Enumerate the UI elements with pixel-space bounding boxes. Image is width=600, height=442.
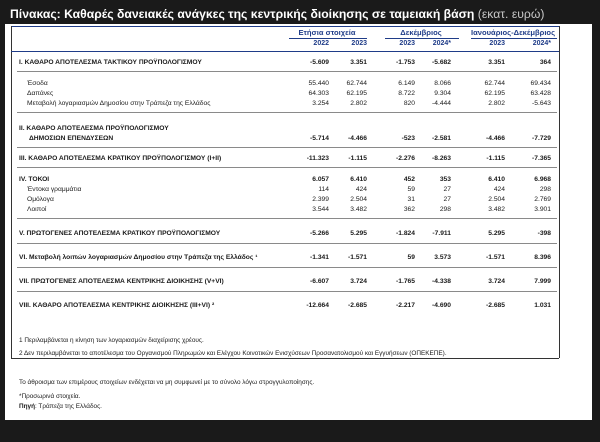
row-label: Ομόλογα xyxy=(27,196,54,203)
cell-annual-2023: 3.351 xyxy=(350,59,367,66)
table-row-iv xyxy=(5,175,592,185)
cell-jan-dec-2023: 6.410 xyxy=(488,176,505,183)
cell-annual-2022: 2.399 xyxy=(312,196,329,203)
table-row-other-interest xyxy=(5,205,592,215)
table-row-ii xyxy=(5,124,592,144)
cell-jan-dec-2024: -7.365 xyxy=(532,155,551,162)
column-year-jan-dec-2024: 2024* xyxy=(532,40,551,47)
cell-jan-dec-2024: 298 xyxy=(539,186,551,193)
cell-annual-2022: -5.609 xyxy=(310,59,329,66)
table-row-iii xyxy=(5,154,592,164)
row-separator xyxy=(17,147,557,148)
cell-annual-2022: 6.057 xyxy=(312,176,329,183)
cell-december-2024: -2.581 xyxy=(432,135,451,142)
column-year-jan-dec-2023: 2023 xyxy=(489,40,505,47)
cell-jan-dec-2023: -1.571 xyxy=(486,254,505,261)
row-label: VII. ΠΡΩΤΟΓΕΝΕΣ ΑΠΟΤΕΛΕΣΜΑ ΚΕΝΤΡΙΚΗΣ ΔΙΟΙΚΗΣΗΣ (V+VI) xyxy=(19,278,224,285)
row-separator xyxy=(17,243,557,244)
cell-december-2023: 362 xyxy=(403,206,415,213)
row-label: III. ΚΑΘΑΡΟ ΑΠΟΤΕΛΕΣΜΑ ΚΡΑΤΙΚΟΥ ΠΡΟΫΠΟΛΟΓΙΣΜΟΥ (I+II) xyxy=(19,155,222,162)
cell-jan-dec-2023: 3.724 xyxy=(488,278,505,285)
table-row-viii xyxy=(5,301,592,311)
cell-december-2023: 6.149 xyxy=(398,80,415,87)
cell-annual-2023: 62.744 xyxy=(346,80,367,87)
cell-annual-2022: -11.323 xyxy=(306,155,329,162)
cell-december-2023: -2.217 xyxy=(396,302,415,309)
row-label: Έσοδα xyxy=(27,80,48,87)
cell-jan-dec-2023: -2.685 xyxy=(486,302,505,309)
cell-annual-2022: -5.266 xyxy=(310,230,329,237)
cell-december-2023: 820 xyxy=(403,100,415,107)
row-separator xyxy=(17,291,557,292)
column-year-annual-2023: 2023 xyxy=(351,40,367,47)
cell-jan-dec-2023: 62.744 xyxy=(484,80,505,87)
table-row-accounts-change xyxy=(5,99,592,109)
table-title xyxy=(10,6,595,22)
cell-december-2024: -7.911 xyxy=(432,230,451,237)
table-row-bonds xyxy=(5,195,592,205)
table-row-revenues xyxy=(5,79,592,89)
row-label: IV. ΤΟΚΟΙ xyxy=(19,176,50,183)
cell-jan-dec-2024: 6.968 xyxy=(534,176,551,183)
row-separator xyxy=(17,167,557,168)
cell-december-2024: 9.304 xyxy=(434,90,451,97)
cell-december-2023: 452 xyxy=(403,176,415,183)
cell-jan-dec-2024: 1.031 xyxy=(534,302,551,309)
cell-annual-2022: 3.544 xyxy=(312,206,329,213)
row-separator xyxy=(17,267,557,268)
cell-annual-2022: -5.714 xyxy=(310,135,329,142)
cell-annual-2023: 62.195 xyxy=(346,90,367,97)
cell-december-2024: -5.682 xyxy=(432,59,451,66)
cell-annual-2022: -6.607 xyxy=(310,278,329,285)
cell-jan-dec-2024: 7.999 xyxy=(534,278,551,285)
row-separator xyxy=(17,71,557,72)
cell-annual-2023: 6.410 xyxy=(350,176,367,183)
table-row-vi xyxy=(5,253,592,263)
table-document xyxy=(5,24,592,420)
cell-december-2023: -523 xyxy=(401,135,415,142)
cell-december-2024: 8.066 xyxy=(434,80,451,87)
frame-top-border xyxy=(11,26,559,27)
cell-jan-dec-2024: 364 xyxy=(539,59,551,66)
cell-jan-dec-2023: 3.482 xyxy=(488,206,505,213)
table-title-unit: (εκατ. ευρώ) xyxy=(474,7,545,21)
column-group-december: Δεκέμβριος xyxy=(400,28,442,37)
footnote-2: 2 Δεν περιλαμβάνεται το αποτέλεσμα του Οργανισμού Πληρωμών και Ελέγχου Κοινοτικών Ενισχύσεων Προσανατολισμού και Εγγυήσεων (ΟΠΕΚΕΠΕ). xyxy=(19,350,447,357)
cell-jan-dec-2023: -1.115 xyxy=(486,155,505,162)
cell-december-2023: 31 xyxy=(407,196,415,203)
cell-jan-dec-2023: 2.802 xyxy=(488,100,505,107)
footnote-1: 1 Περιλαμβάνεται η κίνηση των λογαριασμών διαχείρισης χρέους. xyxy=(19,337,204,344)
column-year-december-2023: 2023 xyxy=(399,40,415,47)
cell-jan-dec-2024: 8.396 xyxy=(534,254,551,261)
row-label-continued: ΔΗΜΟΣΙΩΝ ΕΠΕΝΔΥΣΕΩΝ xyxy=(29,135,114,142)
cell-jan-dec-2024: -398 xyxy=(537,230,551,237)
cell-annual-2023: -1.571 xyxy=(348,254,367,261)
source-text: : Τράπεζα της Ελλάδος. xyxy=(34,403,102,410)
cell-jan-dec-2024: 63.428 xyxy=(530,90,551,97)
row-label: Μεταβολή λογαριασμών Δημοσίου στην Τράπεζα της Ελλάδος xyxy=(27,100,211,107)
row-separator xyxy=(17,112,557,113)
cell-jan-dec-2024: -7.729 xyxy=(532,135,551,142)
row-label: VI. Μεταβολή λοιπών λογαριασμών Δημοσίου στην Τράπεζα της Ελλάδος ¹ xyxy=(19,254,258,261)
column-year-december-2024: 2024* xyxy=(432,40,451,47)
cell-december-2023: 59 xyxy=(407,186,415,193)
table-row-v xyxy=(5,229,592,239)
row-label: Έντοκα γραμμάτια xyxy=(27,186,82,193)
cell-december-2023: 8.722 xyxy=(398,90,415,97)
table-row-i xyxy=(5,58,592,68)
cell-annual-2023: 3.482 xyxy=(350,206,367,213)
column-group-annual: Ετήσια στοιχεία xyxy=(298,28,356,37)
cell-december-2024: 27 xyxy=(443,186,451,193)
cell-annual-2023: -4.466 xyxy=(348,135,367,142)
row-label: II. ΚΑΘΑΡΟ ΑΠΟΤΕΛΕΣΜΑ ΠΡΟΫΠΟΛΟΓΙΣΜΟΥ xyxy=(19,125,169,132)
cell-annual-2023: 5.295 xyxy=(350,230,367,237)
cell-annual-2022: 55.440 xyxy=(308,80,329,87)
row-label: V. ΠΡΩΤΟΓΕΝΕΣ ΑΠΟΤΕΛΕΣΜΑ ΚΡΑΤΙΚΟΥ ΠΡΟΫΠΟΛΟΓΙΣΜΟΥ xyxy=(19,230,221,237)
cell-december-2024: -8.263 xyxy=(432,155,451,162)
cell-annual-2022: -12.664 xyxy=(306,302,329,309)
cell-annual-2023: 2.504 xyxy=(350,196,367,203)
cell-jan-dec-2024: -5.643 xyxy=(532,100,551,107)
cell-annual-2023: 424 xyxy=(355,186,367,193)
row-label: Δαπάνες xyxy=(27,90,54,97)
cell-jan-dec-2023: 2.504 xyxy=(488,196,505,203)
cell-december-2023: -2.276 xyxy=(396,155,415,162)
cell-annual-2022: -1.341 xyxy=(310,254,329,261)
source-label: Πηγή xyxy=(19,403,35,410)
row-label: Λοιποί xyxy=(27,206,47,213)
provisional-note: *Προσωρινά στοιχεία. xyxy=(19,393,81,400)
cell-annual-2022: 114 xyxy=(318,186,329,193)
row-separator xyxy=(17,218,557,219)
cell-december-2024: -4.690 xyxy=(432,302,451,309)
row-label: VIII. ΚΑΘΑΡΟ ΑΠΟΤΕΛΕΣΜΑ ΚΕΝΤΡΙΚΗΣ ΔΙΟΙΚΗΣΗΣ (III+VI) ² xyxy=(19,302,215,309)
cell-december-2023: -1.753 xyxy=(396,59,415,66)
cell-jan-dec-2023: 5.295 xyxy=(488,230,505,237)
cell-annual-2023: -2.685 xyxy=(348,302,367,309)
cell-jan-dec-2023: 424 xyxy=(493,186,505,193)
rounding-note: Το άθροισμα των επιμέρους στοιχείων ενδέχεται να μη συμφωνεί με το σύνολο λόγω στρογγυλοποίησης. xyxy=(19,379,315,386)
cell-annual-2023: 2.802 xyxy=(350,100,367,107)
cell-december-2024: -4.338 xyxy=(432,278,451,285)
cell-december-2024: -4.444 xyxy=(432,100,451,107)
cell-december-2024: 298 xyxy=(439,206,451,213)
cell-december-2024: 3.573 xyxy=(434,254,451,261)
source-note xyxy=(19,402,102,411)
table-row-expenditures xyxy=(5,89,592,99)
cell-jan-dec-2023: 62.195 xyxy=(484,90,505,97)
cell-jan-dec-2023: -4.466 xyxy=(486,135,505,142)
cell-jan-dec-2024: 3.901 xyxy=(534,206,551,213)
cell-annual-2023: -1.115 xyxy=(348,155,367,162)
cell-december-2024: 27 xyxy=(443,196,451,203)
cell-december-2023: -1.824 xyxy=(396,230,415,237)
cell-jan-dec-2024: 69.434 xyxy=(530,80,551,87)
cell-december-2023: 59 xyxy=(407,254,415,261)
cell-annual-2022: 64.303 xyxy=(308,90,329,97)
cell-annual-2023: 3.724 xyxy=(350,278,367,285)
cell-jan-dec-2024: 2.769 xyxy=(534,196,551,203)
cell-december-2023: -1.765 xyxy=(396,278,415,285)
table-title-main: Πίνακας: Καθαρές δανειακές ανάγκες της κεντρικής διοίκησης σε ταμειακή βάση xyxy=(10,7,475,21)
cell-december-2024: 353 xyxy=(439,176,451,183)
frame-bottom-border xyxy=(11,358,559,359)
table-row-t-bills xyxy=(5,185,592,195)
table-row-vii xyxy=(5,277,592,287)
column-group-jan-dec: Ιανουάριος-Δεκέμβριος xyxy=(470,28,556,37)
cell-annual-2022: 3.254 xyxy=(312,100,329,107)
header-rule xyxy=(11,51,559,52)
row-label: I. ΚΑΘΑΡΟ ΑΠΟΤΕΛΕΣΜΑ ΤΑΚΤΙΚΟΥ ΠΡΟΫΠΟΛΟΓΙΣΜΟΥ xyxy=(19,59,202,66)
column-year-annual-2022: 2022 xyxy=(313,40,329,47)
cell-jan-dec-2023: 3.351 xyxy=(488,59,505,66)
